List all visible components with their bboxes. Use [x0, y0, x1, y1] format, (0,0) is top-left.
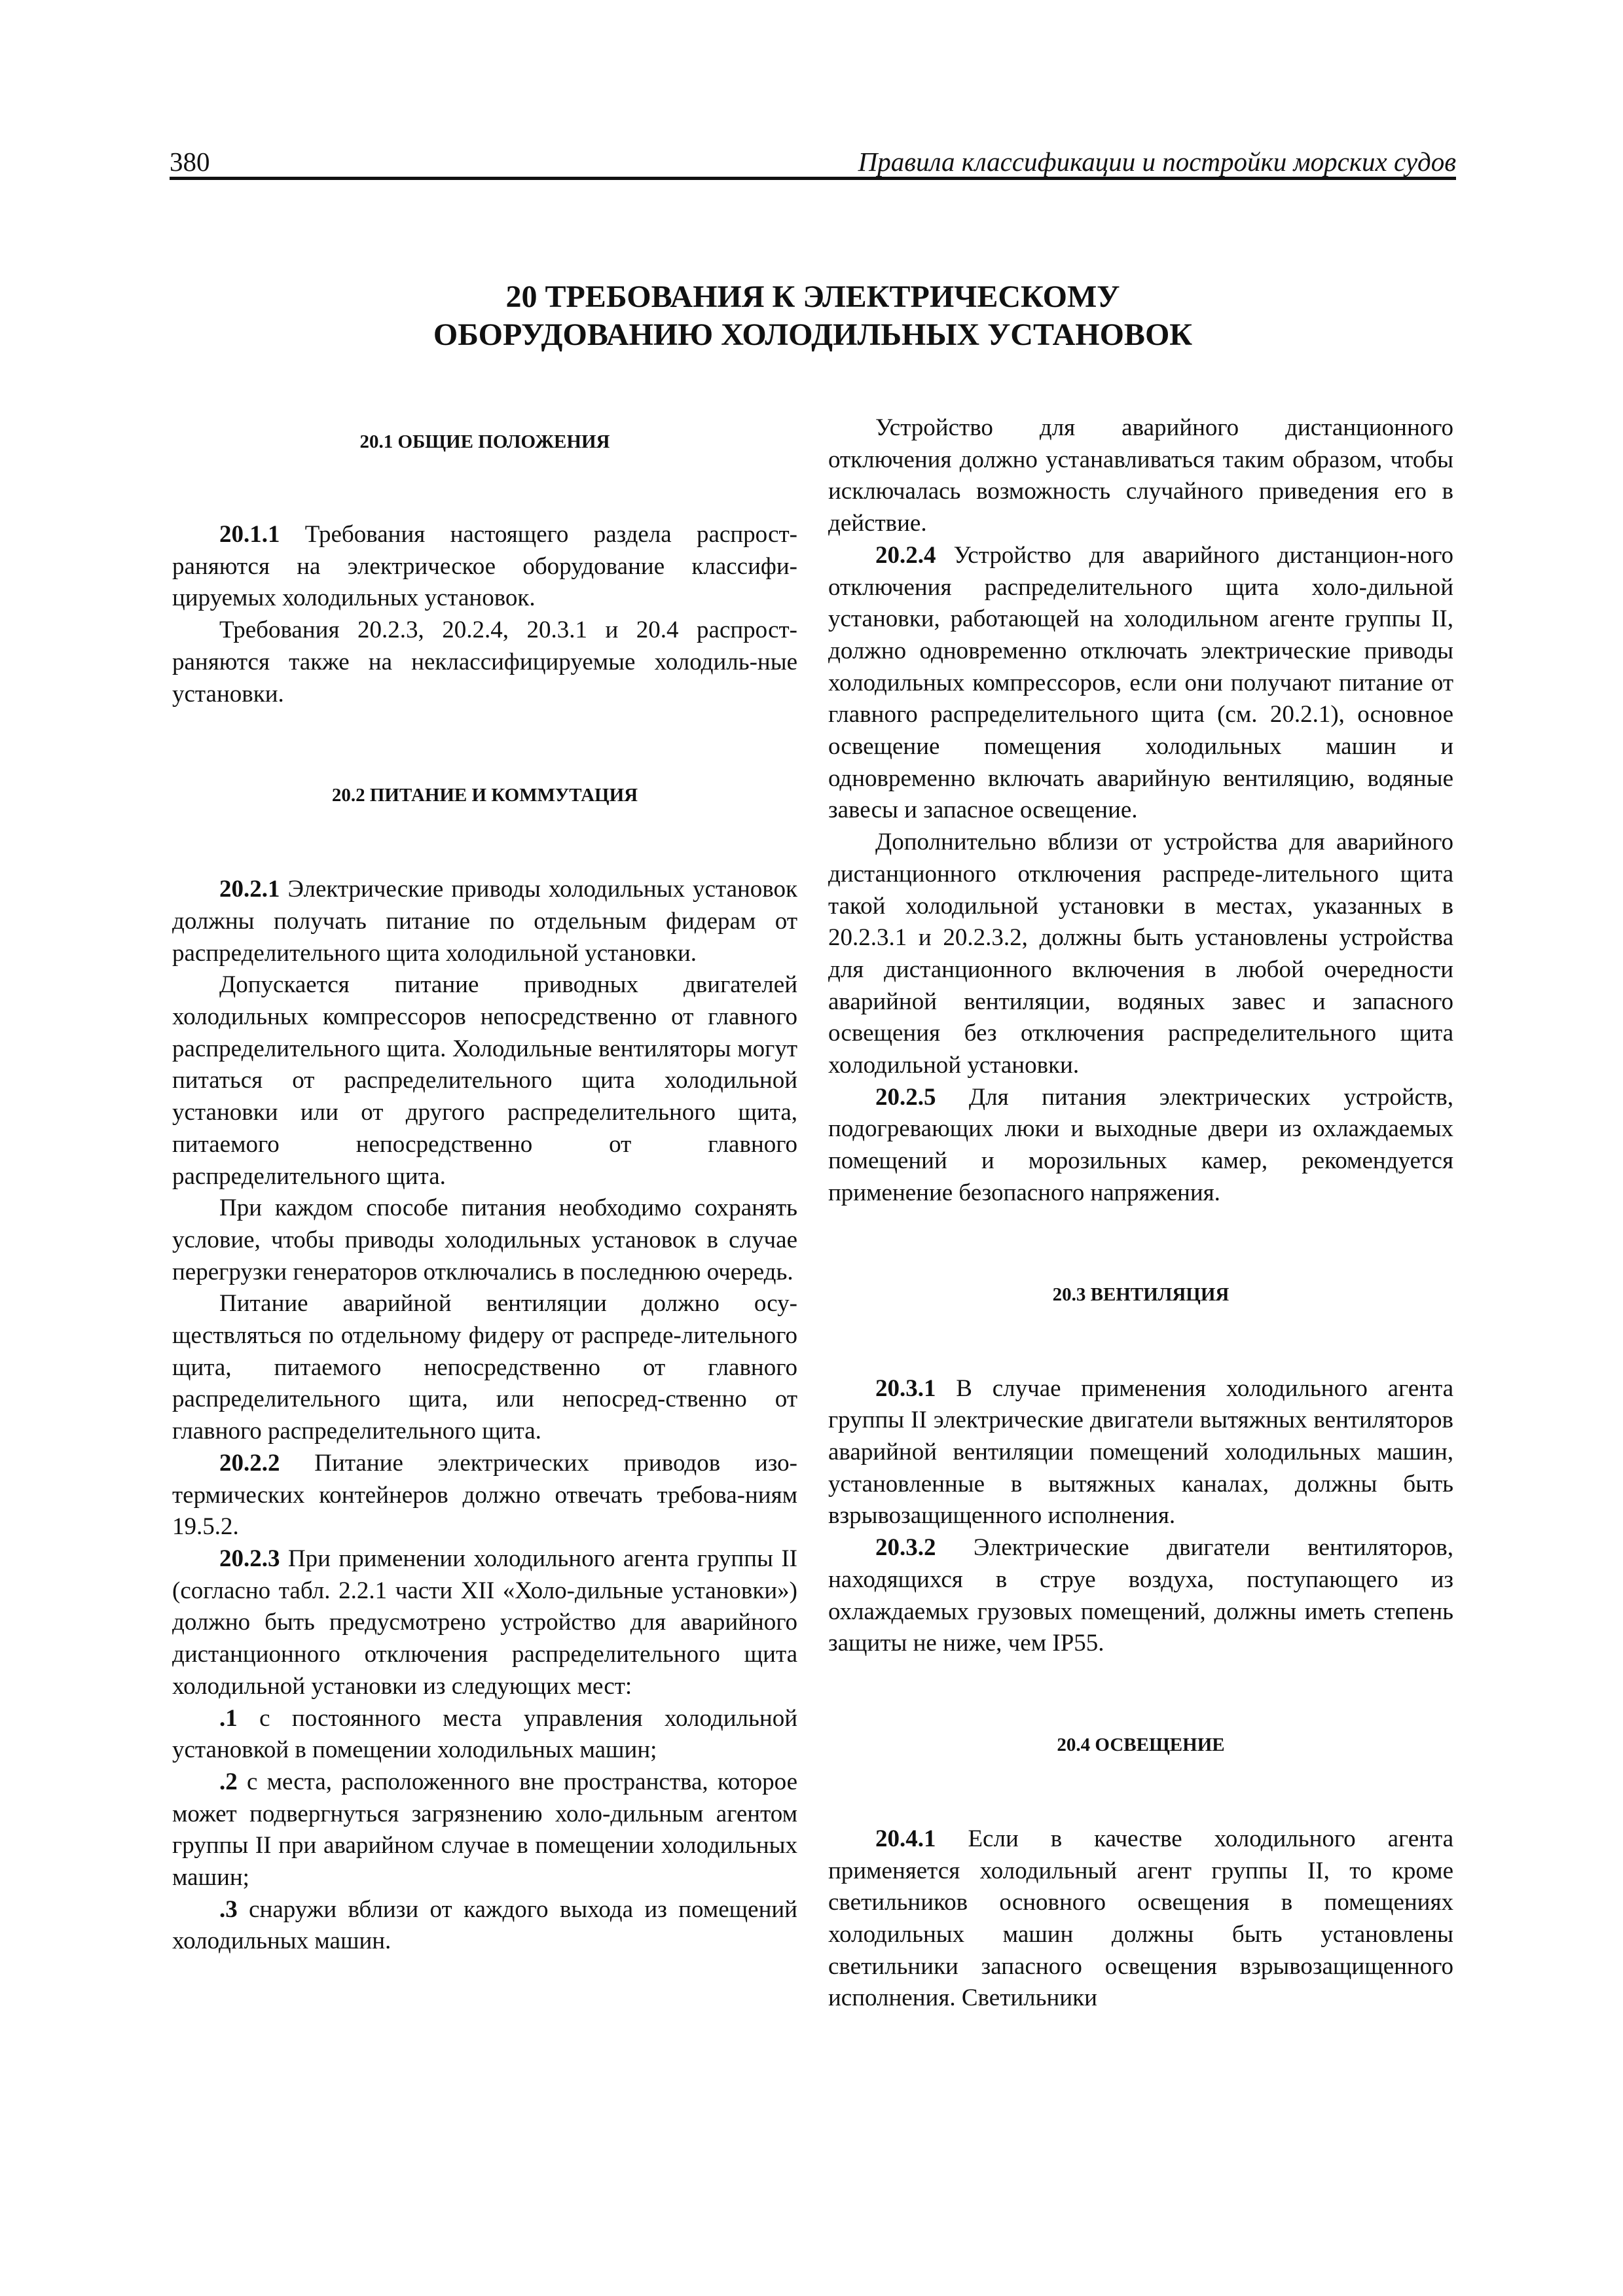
section-title-20-3: 20.3 ВЕНТИЛЯЦИЯ	[1052, 1283, 1230, 1305]
clause-number: 20.2.2	[219, 1449, 280, 1477]
section-title-20-4: 20.4 ОСВЕЩЕНИЕ	[1057, 1734, 1225, 1755]
chapter-title	[170, 278, 1456, 354]
clause-number: 20.3.2	[875, 1534, 936, 1562]
chapter-title-line-1: 20 ТРЕБОВАНИЯ К ЭЛЕКТРИЧЕСКОМУ	[505, 279, 1120, 314]
paragraph-20-2-4-b: Дополнительно вблизи от устройства для аварийного дистанционного отключения распреде-лительного щита такой холодильной установки в местах, указанных в 20.2.3.1 и 20.2.3.2, должны быть установлены устройства для дистанционного включения в любой очередности аварийной вентиляции, водяных завес и запасного освещения без отключения распределительного щита холодильной установки.	[828, 829, 1453, 1079]
paragraph-20-2-3-b: Устройство для аварийного дистанционного отключения должно устанавливаться таким образом, чтобы исключалась возможность случайного приведения его в действие.	[828, 414, 1453, 537]
paragraph-text: При применении холодильного агента группы II (согласно табл. 2.2.1 части XII «Холо-дильные установки») должно быть предусмотрено устройство для аварийного дистанционного отключения распределительного щита холодильной установки из следующих мест:	[172, 1545, 797, 1700]
running-title: Правила классификации и постройки морских судов	[858, 147, 1456, 177]
item-number: .2	[219, 1768, 238, 1795]
paragraph-text: В случае применения холодильного агента группы II электрические двигатели вытяжных вентиляторов аварийной вентиляции помещений холодильных машин, установленные в вытяжных каналах, должны быть взрывозащищенного исполнения.	[828, 1374, 1453, 1530]
paragraph-text: Если в качестве холодильного агента применяется холодильный агент группы II, то кроме светильников основного освещения в помещениях холодильных машин должны быть установлены светильники запасного освещения взрывозащищенного исполнения. Светильники	[828, 1825, 1453, 2012]
paragraph-text: Питание электрических приводов изо-термических контейнеров должно отвечать требова-ниям 19.5.2.	[172, 1449, 797, 1541]
paragraph-20-2-1-c: При каждом способе питания необходимо сохранять условие, чтобы приводы холодильных установок в случае перегрузки генераторов отключались в последнюю очередь.	[172, 1194, 797, 1285]
paragraph-20-2-5	[828, 1082, 1453, 1210]
paragraph-20-4-1	[828, 1823, 1453, 2015]
clause-number: 20.2.3	[219, 1545, 280, 1572]
paragraph-20-3-2	[828, 1532, 1453, 1660]
item-number: .3	[219, 1895, 238, 1923]
right-column	[828, 412, 1453, 2015]
clause-number: 20.2.4	[875, 541, 936, 569]
paragraph-20-2-1-b: Допускается питание приводных двигателей холодильных компрессоров непосредственно от главного распределительного щита. Холодильные вентиляторы могут питаться от распределительного щита холодильной установки или от другого распределительного щита, питаемого непосредственно от главного распределительного щита.	[172, 971, 797, 1190]
paragraph-20-1-1	[172, 519, 797, 615]
paragraph-text: Для питания электрических устройств, подогревающих люки и выходные двери из охлаждаемых помещений и морозильных камер, рекомендуется применение безопасного напряжения.	[828, 1083, 1453, 1206]
list-item-3	[172, 1894, 797, 1958]
paragraph-text: Требования настоящего раздела распрост-раняются на электрическое оборудование классифи-цируемых холодильных установок.	[172, 521, 797, 612]
paragraph-20-3-1	[828, 1373, 1453, 1533]
section-title-20-2: 20.2 ПИТАНИЕ И КОММУТАЦИЯ	[331, 785, 638, 806]
header-divider	[170, 177, 1456, 180]
paragraph-20-2-3	[172, 1543, 797, 1703]
chapter-title-line-2: ОБОРУДОВАНИЮ ХОЛОДИЛЬНЫХ УСТАНОВОК	[433, 317, 1193, 352]
list-item-1	[172, 1703, 797, 1767]
item-text: снаружи вблизи от каждого выхода из помещений холодильных машин.	[172, 1895, 797, 1955]
section-title-20-1: 20.1 ОБЩИЕ ПОЛОЖЕНИЯ	[359, 431, 610, 452]
paragraph-20-2-1-d: Питание аварийной вентиляции должно осу-ществляться по отдельному фидеру от распреде-лительного щита, питаемого непосредственно от главного распределительного щита, или непосред-ственно от главного распределительного щита.	[172, 1290, 797, 1445]
paragraph-20-1-1-b: Требования 20.2.3, 20.2.4, 20.3.1 и 20.4 распрост-раняются также на неклассифицируемые холодиль-ные установки.	[172, 617, 797, 708]
item-text: с места, расположенного вне пространства, которое может подвергнуться загрязнению холо-дильным агентом группы II при аварийном случае в помещении холодильных машин;	[172, 1768, 797, 1892]
paragraph-20-2-2	[172, 1448, 797, 1543]
paragraph-text: Электрические двигатели вентиляторов, находящихся в струе воздуха, поступающего из охлаждаемых грузовых помещений, должны иметь степень защиты не ниже, чем IP55.	[828, 1534, 1453, 1657]
paragraph-text: Электрические приводы холодильных установок должны получать питание по отдельным фидерам от распределительного щита холодильной установки.	[172, 876, 797, 967]
page-header	[170, 143, 1456, 180]
item-text: с постоянного места управления холодильной установкой в помещении холодильных машин;	[172, 1704, 797, 1764]
clause-number: 20.2.5	[875, 1083, 936, 1111]
paragraph-text: Устройство для аварийного дистанцион-ного отключения распределительного щита холо-дильной установки, работающей на холодильном агенте группы II, должно одновременно отключать электрические приводы холодильных компрессоров, если они получают питание от главного распределительного щита (см. 20.2.1), основное освещение помещения холодильных машин и одновременно включать аварийную вентиляцию, водяные завесы и запасное освещение.	[828, 541, 1453, 824]
clause-number: 20.1.1	[219, 521, 280, 548]
clause-number: 20.4.1	[875, 1825, 936, 1852]
list-item-2	[172, 1767, 797, 1894]
page-number: 380	[170, 147, 210, 177]
clause-number: 20.3.1	[875, 1374, 936, 1402]
item-number: .1	[219, 1704, 238, 1732]
paragraph-20-2-4	[828, 540, 1453, 827]
paragraph-20-2-1	[172, 874, 797, 969]
clause-number: 20.2.1	[219, 876, 280, 903]
left-column	[172, 412, 797, 1958]
